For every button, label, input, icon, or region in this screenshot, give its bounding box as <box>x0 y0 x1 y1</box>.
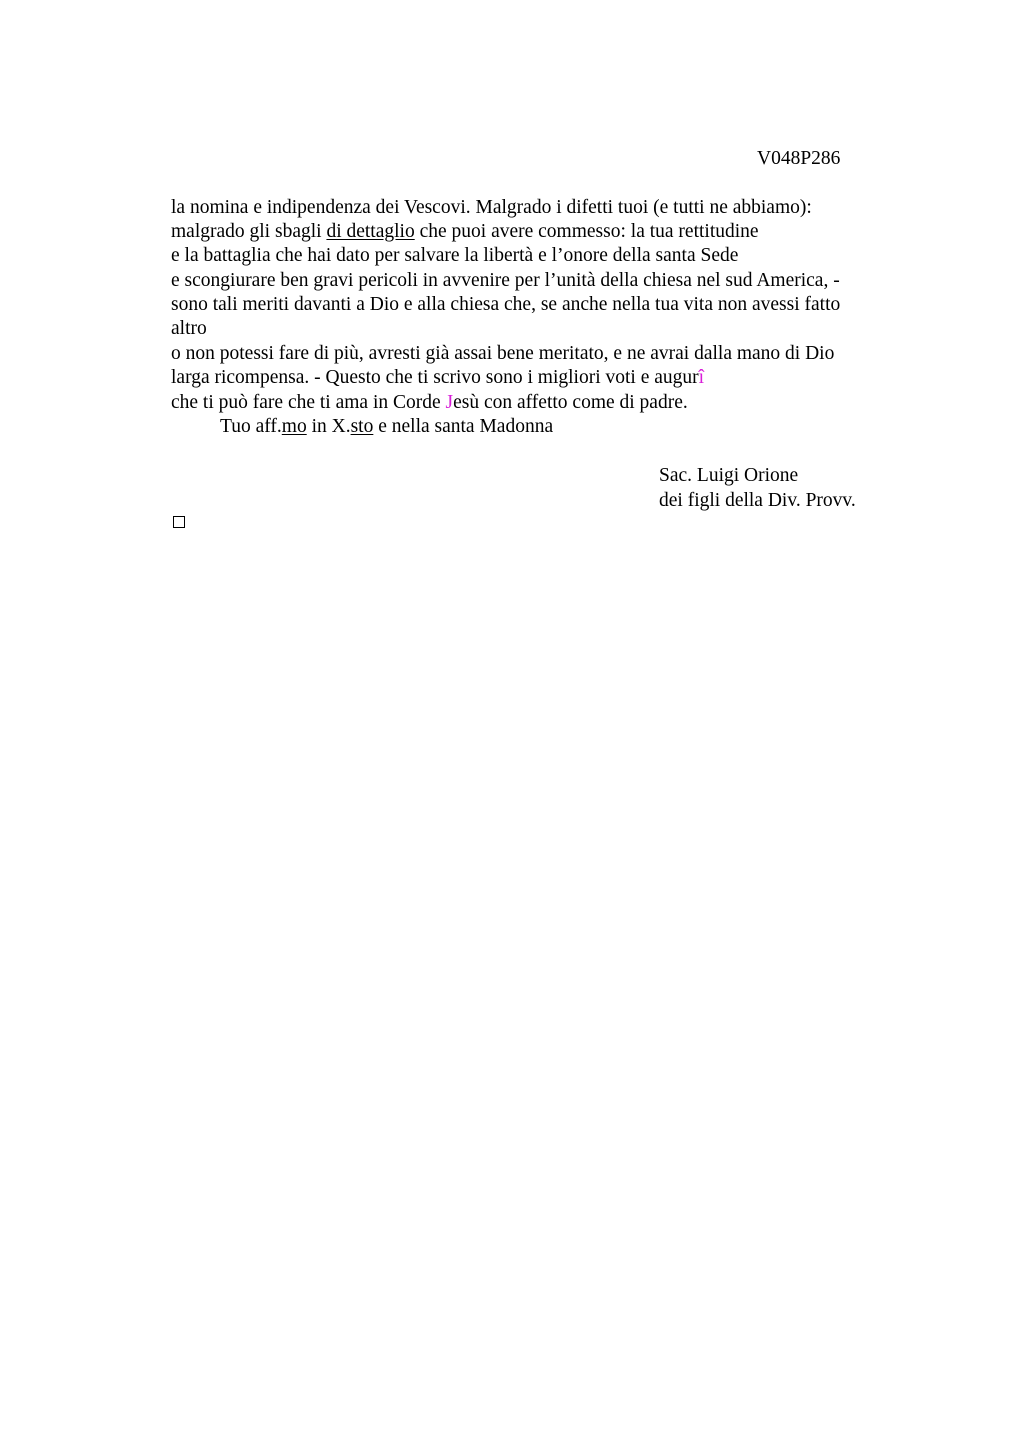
underlined-text: mo <box>281 416 307 437</box>
body-text: larga ricompensa. - Questo che ti scrivo sono i migliori voti e augur <box>171 367 699 388</box>
closing-text: e nella santa Madonna <box>373 416 554 437</box>
body-text: malgrado gli sbagli <box>171 221 327 242</box>
page-id: V048P286 <box>757 148 841 169</box>
body-text: che puoi avere commesso: la tua rettitudine <box>414 221 759 242</box>
body-line-5: sono tali meriti davanti a Dio e alla chiesa che, se anche nella tua vita non avessi fatto <box>171 294 841 315</box>
body-line-9 <box>171 391 688 415</box>
closing-text: Tuo aff. <box>220 416 282 437</box>
body-line-2 <box>171 220 759 244</box>
checkbox-square-icon <box>173 516 185 528</box>
body-line-3: e la battaglia che hai dato per salvare la libertà e l’onore della santa Sede <box>171 245 739 266</box>
signature-name: Sac. Luigi Orione <box>659 465 799 486</box>
body-line-4: e scongiurare ben gravi pericoli in avvenire per l’unità della chiesa nel sud America, - <box>171 270 840 291</box>
closing-text: in X. <box>306 416 351 437</box>
underlined-text: sto <box>350 416 374 437</box>
body-line-1: la nomina e indipendenza dei Vescovi. Malgrado i difetti tuoi (e tutti ne abbiamo): <box>171 197 812 218</box>
body-line-8 <box>171 366 704 390</box>
closing-line <box>220 415 553 439</box>
underlined-text: di dettaglio <box>326 221 415 242</box>
body-line-6: altro <box>171 318 207 339</box>
signature-title: dei figli della Div. Provv. <box>659 490 856 511</box>
body-text: che ti può fare che ti ama in Corde <box>171 392 446 413</box>
body-text: esù con affetto come di padre. <box>453 392 688 413</box>
highlighted-char: J <box>445 392 454 413</box>
body-line-7: o non potessi fare di più, avresti già assai bene meritato, e ne avrai dalla mano di Dio <box>171 343 835 364</box>
highlighted-char: î <box>698 367 705 388</box>
